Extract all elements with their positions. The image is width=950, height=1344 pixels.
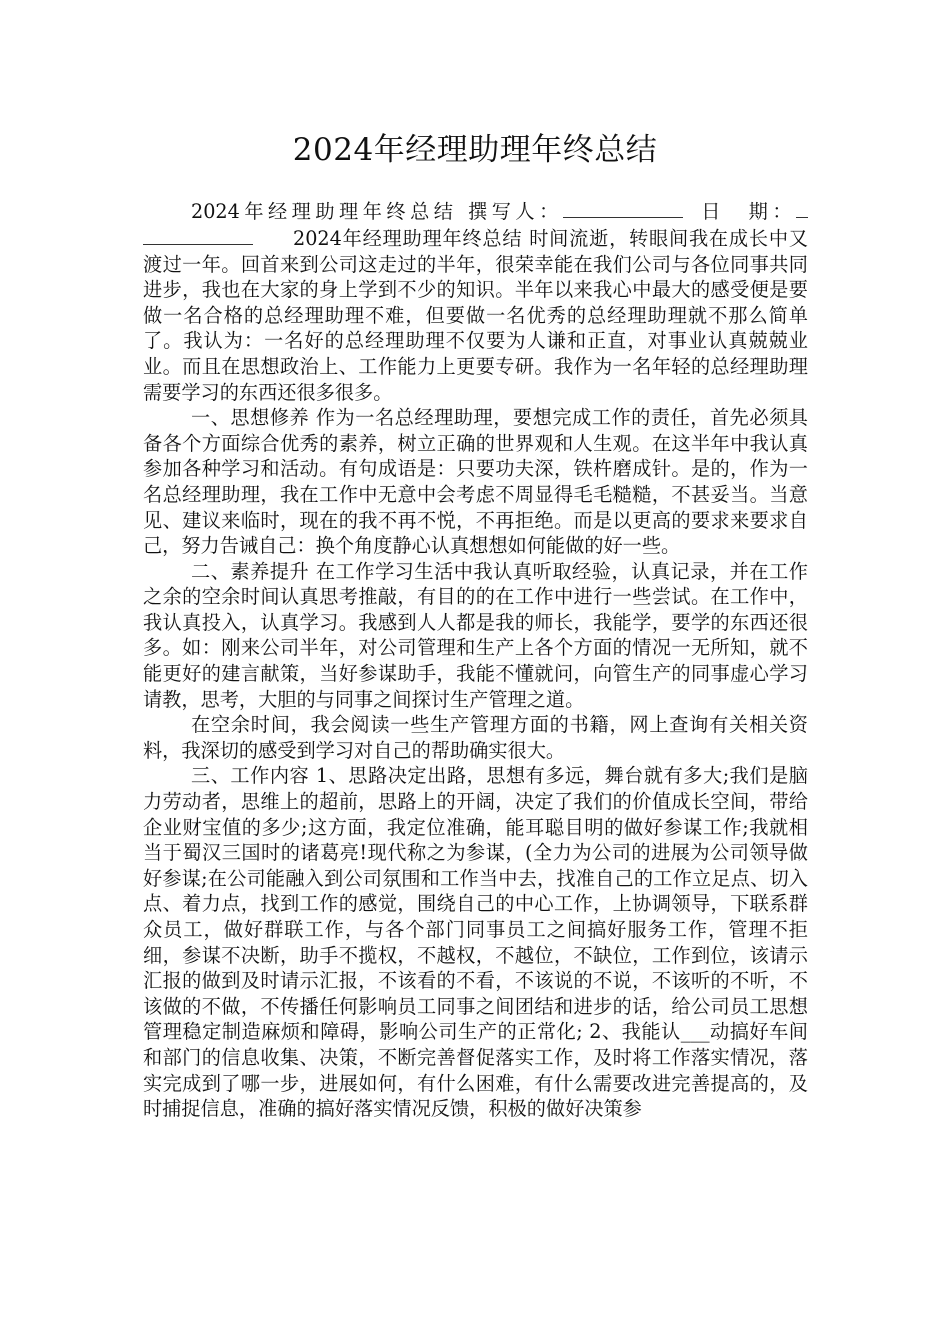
paragraph-quality-improvement: 二、素养提升 在工作学习生活中我认真听取经验，认真记录，并在工作之余的空余时间认真思考推敲，有目的的在工作中进行一些尝试。在工作中，我认真投入，认真学习。我感到人人都是我的师长，我能学，要学的东西还很多。如：刚来公司半年，对公司管理和生产上各个方面的情况一无所知，就不能更好的建言献策，当好参谋助手，我能不懂就问，向管生产的同事虚心学习请教，思考，大胆的与同事之间探讨生产管理之道。 [143, 559, 808, 711]
paragraph-work-content: 三、工作内容 1、思路决定出路，思想有多远，舞台就有多大;我们是脑力劳动者，思维上的超前，思路上的开阔，决定了我们的价值成长空间，带给企业财宝值的多少;这方面，我定位准确，能耳聪目明的做好参谋工作;我就相当于蜀汉三国时的诸葛亮!现代称之为参谋，(全力为公司的进展为公司领导做好参谋;在公司能融入到公司氛围和工作当中去，找准自己的工作立足点、切入点、着力点，找到工作的感觉，围绕自己的中心工作，上协调领导，下联系群众员工，做好群联工作，与各个部门同事员工之间搞好服务工作，管理不拒细，参谋不决断，助手不揽权，不越权，不越位，不缺位，工作到位，该请示汇报的做到及时请示汇报，不该看的不看，不该说的不说，不该听的不听，不该做的不做，不传播任何影响员工同事之间团结和进步的话，给公司员工思想管理稳定制造麻烦和障碍，影响公司生产的正常化; 2、我能认___动搞好车间和部门的信息收集、决策，不断完善督促落实工作，及时将工作落实情况，落实完成到了哪一步，进展如何，有什么困难，有什么需要改进完善提高的，及时捕捉信息，准确的搞好落实情况反馈，积极的做好决策参 [143, 764, 808, 1121]
date-blank-continued [143, 225, 253, 245]
header-paragraph [143, 198, 808, 405]
header-lead: 2024年经理助理年终总结 撰写人： [191, 200, 563, 224]
paragraph-spare-time: 在空余时间，我会阅读一些生产管理方面的书籍，网上查询有关相关资料，我深切的感受到学习对自己的帮助确实很大。 [143, 713, 808, 762]
date-blank [796, 198, 808, 218]
intro-text: 时间流逝，转眼间我在成长中又渡过一年。回首来到公司这走过的半年，很荣幸能在我们公司与各位同事共同进步，我也在大家的身上学到不少的知识。半年以来我心中最大的感受便是要做一名合格的总经理助理不难，但要做一名优秀的总经理助理就不那么简单了。我认为：一名好的总经理助理不仅要为人谦和正直，对事业认真兢兢业业。而且在思想政治上、工作能力上更要专研。我作为一名年轻的总经理助理需要学习的东西还很多很多。 [143, 226, 808, 404]
repeat-title: 2024年经理助理年终总结 [293, 226, 523, 250]
date-label: 日 期： [696, 200, 796, 224]
author-blank [563, 198, 683, 218]
paragraph-thought-cultivation: 一、思想修养 作为一名总经理助理，要想完成工作的责任，首先必须具备各个方面综合优秀的素养，树立正确的世界观和人生观。在这半年中我认真参加各种学习和活动。有句成语是：只要功夫深，铁杵磨成针。是的，作为一名总经理助理，我在工作中无意中会考虑不周显得毛毛糙糙，不甚妥当。当意见、建议来临时，现在的我不再不悦，不再拒绝。而是以更高的要求来要求自己，努力告诫自己：换个角度静心认真想想如何能做的好一些。 [143, 406, 808, 558]
document-title: 2024年经理助理年终总结 [292, 132, 658, 168]
document-body [143, 198, 808, 1122]
